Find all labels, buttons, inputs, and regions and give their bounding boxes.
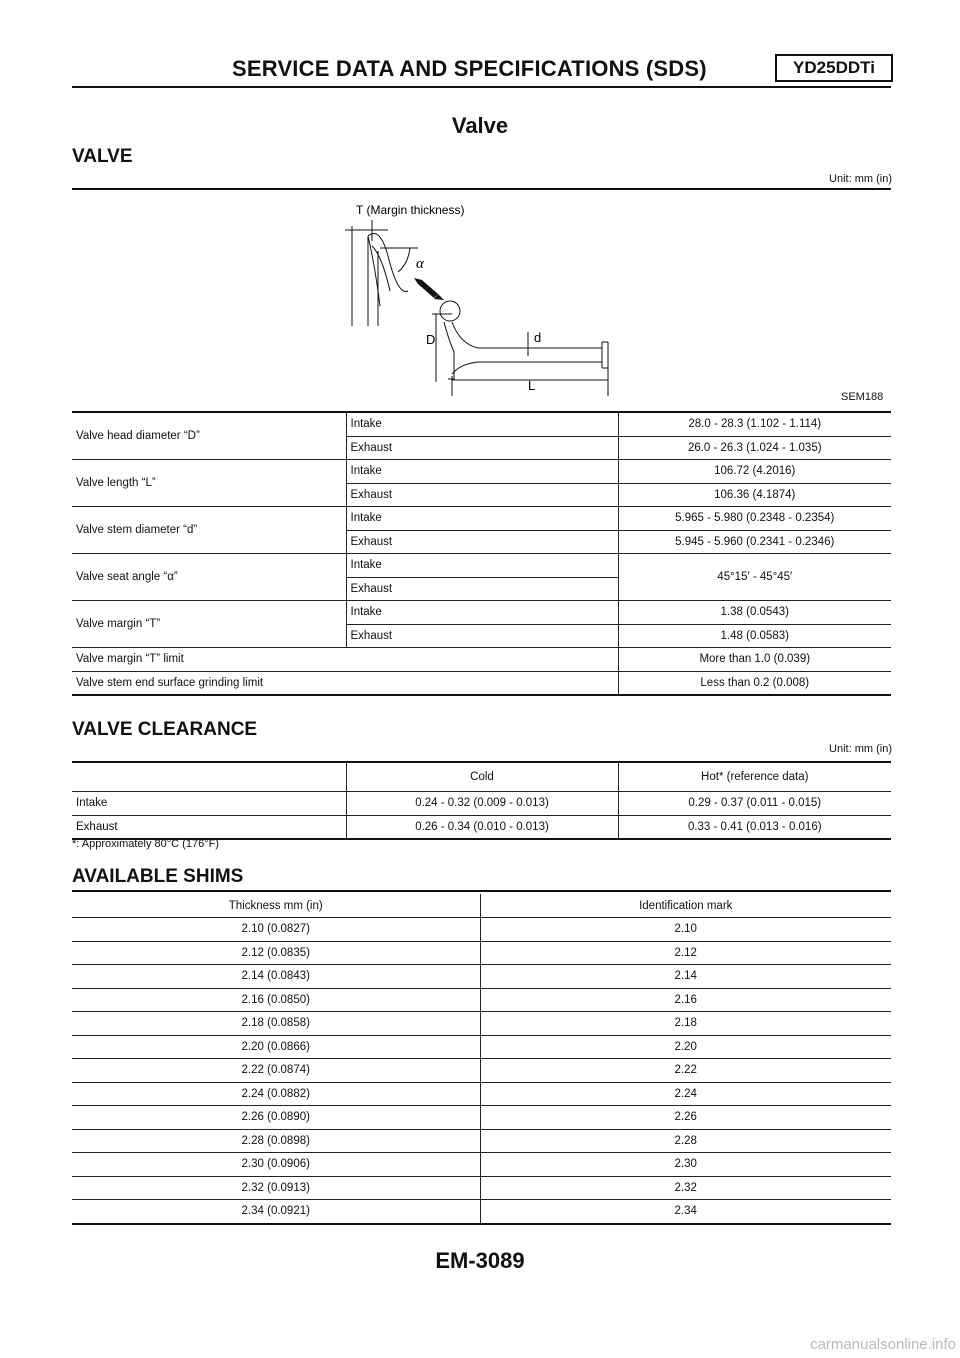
table-row xyxy=(72,815,891,839)
sub-label: Intake xyxy=(346,412,618,436)
table-row xyxy=(72,554,891,578)
table-row xyxy=(72,941,891,965)
shim-thickness: 2.12 (0.0835) xyxy=(72,941,480,965)
spec-value: 5.945 - 5.960 (0.2341 - 0.2346) xyxy=(618,530,891,554)
clearance-footnote: *: Approximately 80°C (176°F) xyxy=(72,838,219,850)
spec-value: 26.0 - 26.3 (1.024 - 1.035) xyxy=(618,436,891,460)
param-label: Valve length “L” xyxy=(72,460,346,507)
spec-value: Less than 0.2 (0.008) xyxy=(618,671,891,695)
table-row xyxy=(72,1176,891,1200)
sub-label: Intake xyxy=(346,507,618,531)
diagram-code: SEM188 xyxy=(841,391,884,403)
table-row xyxy=(72,412,891,436)
shim-mark: 2.30 xyxy=(480,1153,891,1177)
shim-mark: 2.20 xyxy=(480,1035,891,1059)
page-number: EM-3089 xyxy=(435,1248,525,1273)
shim-mark: 2.18 xyxy=(480,1012,891,1036)
shim-mark: 2.34 xyxy=(480,1200,891,1224)
table-row xyxy=(72,792,891,816)
param-label: Valve head diameter “D” xyxy=(72,412,346,460)
header-rule xyxy=(72,86,891,88)
table-row xyxy=(72,988,891,1012)
spec-value: More than 1.0 (0.039) xyxy=(618,648,891,672)
param-label: Valve margin “T” xyxy=(72,601,346,648)
shim-thickness: 2.34 (0.0921) xyxy=(72,1200,480,1224)
clearance-unit: Unit: mm (in) xyxy=(829,743,892,755)
shim-mark: 2.12 xyxy=(480,941,891,965)
table-row xyxy=(72,648,891,672)
param-label: Valve stem end surface grinding limit xyxy=(72,671,618,695)
shim-mark: 2.16 xyxy=(480,988,891,1012)
table-row xyxy=(72,1153,891,1177)
valve-diagram xyxy=(340,196,630,406)
shims-section-rule xyxy=(72,890,891,892)
table-row xyxy=(72,507,891,531)
header-title: SERVICE DATA AND SPECIFICATIONS (SDS) xyxy=(232,56,707,81)
shim-thickness: 2.16 (0.0850) xyxy=(72,988,480,1012)
shims-table xyxy=(72,894,891,1225)
sub-label: Exhaust xyxy=(346,436,618,460)
shim-mark: 2.24 xyxy=(480,1082,891,1106)
column-header-hot: Hot* (reference data) xyxy=(618,762,891,792)
diagram-label-d-lower: d xyxy=(534,330,542,345)
shims-heading: AVAILABLE SHIMS xyxy=(72,866,244,887)
sub-label: Exhaust xyxy=(346,530,618,554)
table-row xyxy=(72,1059,891,1083)
table-row xyxy=(72,1129,891,1153)
spec-value: 106.72 (4.2016) xyxy=(618,460,891,484)
shim-thickness: 2.10 (0.0827) xyxy=(72,918,480,942)
shim-thickness: 2.22 (0.0874) xyxy=(72,1059,480,1083)
shim-mark: 2.26 xyxy=(480,1106,891,1130)
cold-value: 0.26 - 0.34 (0.010 - 0.013) xyxy=(346,815,618,839)
table-header-row xyxy=(72,762,891,792)
shim-thickness: 2.20 (0.0866) xyxy=(72,1035,480,1059)
diagram-label-l: L xyxy=(528,378,536,393)
page-title: Valve xyxy=(451,113,509,138)
sub-label: Exhaust xyxy=(346,624,618,648)
shim-thickness: 2.14 (0.0843) xyxy=(72,965,480,989)
table-row xyxy=(72,1106,891,1130)
sub-label: Exhaust xyxy=(346,577,618,601)
shim-mark: 2.28 xyxy=(480,1129,891,1153)
table-row xyxy=(72,1082,891,1106)
valve-spec-table xyxy=(72,411,891,696)
shim-mark: 2.32 xyxy=(480,1176,891,1200)
table-row xyxy=(72,1035,891,1059)
sub-label: Intake xyxy=(346,554,618,578)
valve-diagram-svg xyxy=(340,196,630,401)
param-label: Valve margin “T” limit xyxy=(72,648,618,672)
table-row xyxy=(72,1200,891,1224)
sub-label: Exhaust xyxy=(346,483,618,507)
shim-thickness: 2.26 (0.0890) xyxy=(72,1106,480,1130)
engine-code-badge: YD25DDTi xyxy=(775,54,893,82)
hot-value: 0.29 - 0.37 (0.011 - 0.015) xyxy=(618,792,891,816)
diagram-label-alpha: α xyxy=(416,256,424,272)
clearance-heading: VALVE CLEARANCE xyxy=(72,719,258,740)
row-label: Intake xyxy=(72,792,346,816)
spec-value: 5.965 - 5.980 (0.2348 - 0.2354) xyxy=(618,507,891,531)
spec-value: 28.0 - 28.3 (1.102 - 1.114) xyxy=(618,412,891,436)
spec-value: 1.38 (0.0543) xyxy=(618,601,891,625)
valve-section-rule xyxy=(72,188,891,190)
shim-mark: 2.14 xyxy=(480,965,891,989)
table-row xyxy=(72,965,891,989)
shim-thickness: 2.24 (0.0882) xyxy=(72,1082,480,1106)
column-header-thickness: Thickness mm (in) xyxy=(72,894,480,918)
sub-label: Intake xyxy=(346,460,618,484)
clearance-table xyxy=(72,761,891,840)
diagram-label-t: T (Margin thickness) xyxy=(356,203,465,217)
valve-heading: VALVE xyxy=(72,146,133,167)
table-row xyxy=(72,918,891,942)
shim-thickness: 2.28 (0.0898) xyxy=(72,1129,480,1153)
spec-value: 1.48 (0.0583) xyxy=(618,624,891,648)
param-label: Valve stem diameter “d” xyxy=(72,507,346,554)
cold-value: 0.24 - 0.32 (0.009 - 0.013) xyxy=(346,792,618,816)
watermark: carmanualsonline.info xyxy=(810,1336,956,1353)
shim-mark: 2.10 xyxy=(480,918,891,942)
diagram-label-d-upper: D xyxy=(426,332,436,347)
shim-thickness: 2.32 (0.0913) xyxy=(72,1176,480,1200)
hot-value: 0.33 - 0.41 (0.013 - 0.016) xyxy=(618,815,891,839)
row-label: Exhaust xyxy=(72,815,346,839)
spec-value: 45°15′ - 45°45′ xyxy=(618,554,891,601)
table-row xyxy=(72,460,891,484)
spec-value: 106.36 (4.1874) xyxy=(618,483,891,507)
param-label: Valve seat angle “α” xyxy=(72,554,346,601)
shim-mark: 2.22 xyxy=(480,1059,891,1083)
table-row xyxy=(72,601,891,625)
column-header-mark: Identification mark xyxy=(480,894,891,918)
table-row xyxy=(72,671,891,695)
table-header-row xyxy=(72,894,891,918)
shim-thickness: 2.18 (0.0858) xyxy=(72,1012,480,1036)
column-header-cold: Cold xyxy=(346,762,618,792)
valve-unit: Unit: mm (in) xyxy=(829,173,892,185)
table-row xyxy=(72,1012,891,1036)
sub-label: Intake xyxy=(346,601,618,625)
shim-thickness: 2.30 (0.0906) xyxy=(72,1153,480,1177)
